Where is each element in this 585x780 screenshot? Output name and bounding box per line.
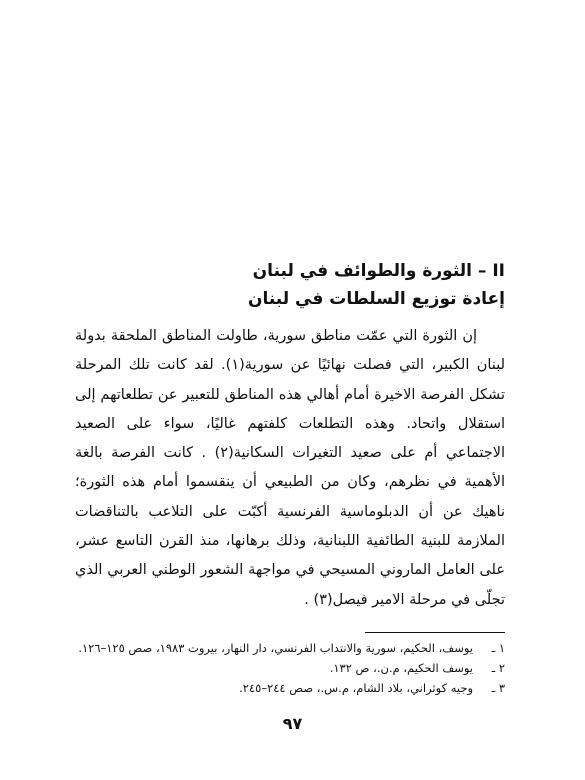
footnote-text: يوسف، الحكيم، سورية والانتداب الفرنسي، دار النهار، بيروت ١٩٨٣، صص ١٢٥–١٢٦.: [78, 641, 473, 655]
page-number: ٩٧: [282, 714, 303, 733]
paragraph-line: الأهمية في نظرهم، وكان من الطبيعي أن ينقسموا أمام هذه الثورة؛: [75, 474, 505, 491]
paragraph-line: إن الثورة التي عمّت مناطق سورية، طاولت المناطق الملحقة بدولة: [75, 328, 477, 344]
footnotes: [75, 638, 505, 698]
paragraph-line: ناهيك عن أن الدبلوماسية الفرنسية أكبّت على التلاعب بالتناقضات: [75, 503, 505, 520]
section-heading: II – الثورة والطوائف في لبنان: [252, 261, 505, 281]
footnote: [75, 658, 505, 678]
paragraph-line: تجلّى في مرحلة الامير فيصل(٣) .: [304, 591, 505, 608]
footnote: [75, 638, 505, 658]
footnote-number: ٣ ـ: [491, 681, 505, 695]
footnote-text: يوسف الحكيم، م.ن.، ص ١٣٢.: [329, 661, 473, 675]
footnote-separator: [365, 632, 505, 633]
paragraph-line: على العامل الماروني المسيحي في مواجهة الشعور الوطني العربي الذي: [75, 562, 505, 579]
footnote-text: وجيه كوثراني، بلاد الشام، م.س.، صص ٢٤٤–٢٤٥.: [239, 681, 473, 695]
paragraph-line: الملازمة للبنية الطائفية اللبنانية، وذلك برهانها، منذ القرن التاسع عشر،: [75, 533, 505, 550]
paragraph-line: تشكل الفرصة الاخيرة أمام أهالي هذه المناطق للتعبير عن تطلعاتهم إلى: [75, 386, 505, 403]
paragraph-line: استقلال واتحاد. وهذه التطلعات كلفتهم غاليًا، سواء على الصعيد: [75, 415, 505, 432]
paragraph-line: الاجتماعي أم على صعيد التغيرات السكانية(٢) . كانت الفرصة بالغة: [75, 445, 505, 462]
footnote: [75, 678, 505, 698]
paragraph-line: لبنان الكبير، التي فصلت نهائيًا عن سورية(١). لقد كانت تلك المرحلة: [75, 357, 505, 374]
footnote-number: ١ ـ: [491, 641, 505, 655]
body-paragraph: [75, 322, 505, 615]
section-subheading: إعادة توزيع السلطات في لبنان: [247, 289, 505, 309]
footnote-number: ٢ ـ: [491, 661, 505, 675]
